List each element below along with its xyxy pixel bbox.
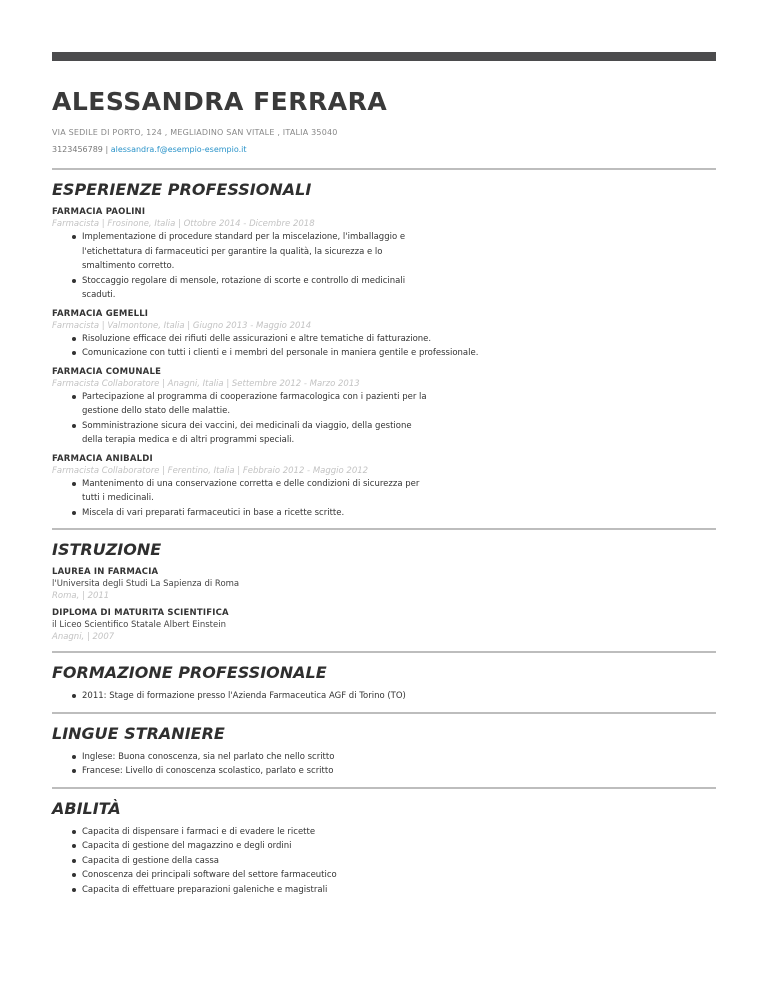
degree: LAUREA IN FARMACIA <box>52 567 159 577</box>
job-entry <box>52 366 716 448</box>
section-divider <box>52 651 716 653</box>
languages-section <box>52 723 716 779</box>
training-section <box>52 662 716 704</box>
candidate-name: ALESSANDRA FERRARA <box>52 87 388 116</box>
contact-line <box>52 144 716 155</box>
school: il Liceo Scientifico Statale Albert Einstein <box>52 620 226 630</box>
job-meta: Farmacista Collaboratore | Anagni, Italia | Settembre 2012 - Marzo 2013 <box>52 378 360 389</box>
list-item: Stoccaggio regolare di mensole, rotazione di scorte e controllo di medicinali scaduti. <box>72 274 432 303</box>
list-item: Capacita di effettuare preparazioni galeniche e magistrali <box>72 883 716 898</box>
section-divider <box>52 168 716 170</box>
languages-title: LINGUE STRANIERE <box>52 723 225 743</box>
section-divider <box>52 787 716 789</box>
job-meta: Farmacista | Valmontone, Italia | Giugno 2013 - Maggio 2014 <box>52 320 312 331</box>
section-divider <box>52 528 716 530</box>
list-item: Mantenimento di una conservazione corretta e delle condizioni di sicurezza per tutti i medicinali. <box>72 477 432 506</box>
skills-title: ABILITÀ <box>52 798 121 818</box>
education-entry <box>52 566 716 602</box>
education-meta: Roma, | 2011 <box>52 591 110 601</box>
job-employer: FARMACIA GEMELLI <box>52 308 149 319</box>
languages-bullets <box>72 750 716 779</box>
skills-bullets <box>72 825 716 898</box>
list-item: Somministrazione sicura dei vaccini, dei medicinali da viaggio, della gestione della terapia medica e di altri programmi speciali. <box>72 419 432 448</box>
resume-page <box>52 52 716 897</box>
training-bullets <box>72 689 716 704</box>
experience-title: ESPERIENZE PROFESSIONALI <box>52 180 312 199</box>
job-entry <box>52 453 716 521</box>
job-bullets <box>72 477 432 521</box>
top-bar <box>52 52 716 61</box>
contact-separator: | <box>105 145 109 154</box>
list-item: Risoluzione efficace dei rifiuti delle assicurazioni e altre tematiche di fatturazione. <box>72 332 716 347</box>
list-item: Capacita di gestione della cassa <box>72 854 716 869</box>
job-entry <box>52 206 716 303</box>
school: l'Universita degli Studi La Sapienza di Roma <box>52 579 240 589</box>
address: VIA SEDILE DI PORTO, 124 , MEGLIADINO SAN VITALE , ITALIA 35040 <box>52 128 338 137</box>
list-item: Inglese: Buona conoscenza, sia nel parlato che nello scritto <box>72 750 716 765</box>
job-employer: FARMACIA ANIBALDI <box>52 453 153 464</box>
degree: DIPLOMA DI MATURITA SCIENTIFICA <box>52 608 229 618</box>
list-item: Francese: Livello di conoscenza scolastico, parlato e scritto <box>72 764 716 779</box>
skills-section <box>52 798 716 898</box>
list-item: Comunicazione con tutti i clienti e i membri del personale in maniera gentile e professionale. <box>72 346 716 361</box>
list-item: Miscela di vari preparati farmaceutici in base a ricette scritte. <box>72 506 432 521</box>
list-item: Capacita di gestione del magazzino e degli ordini <box>72 839 716 854</box>
list-item: Implementazione di procedure standard per la miscelazione, l'imballaggio e l'etichettatura di farmaceutici per garantire la qualità, la sicurezza e lo smaltimento corretto. <box>72 230 432 274</box>
job-entry <box>52 308 716 361</box>
section-divider <box>52 712 716 714</box>
education-entry <box>52 607 716 643</box>
email-link[interactable]: alessandra.f@esempio-esempio.it <box>110 145 247 154</box>
job-bullets <box>72 332 716 361</box>
education-section <box>52 539 716 643</box>
experience-section <box>52 179 716 520</box>
list-item: Conoscenza dei principali software del settore farmaceutico <box>72 868 716 883</box>
job-meta: Farmacista | Frosinone, Italia | Ottobre 2014 - Dicembre 2018 <box>52 219 315 229</box>
phone: 3123456789 <box>52 145 103 154</box>
job-employer: FARMACIA COMUNALE <box>52 366 162 377</box>
job-bullets <box>72 230 432 303</box>
education-meta: Anagni, | 2007 <box>52 632 115 642</box>
job-employer: FARMACIA PAOLINI <box>52 207 146 217</box>
education-title: ISTRUZIONE <box>52 540 162 559</box>
list-item: Capacita di dispensare i farmaci e di evadere le ricette <box>72 825 716 840</box>
list-item: Partecipazione al programma di cooperazione farmacologica con i pazienti per la gestione dello stato delle malattie. <box>72 390 432 419</box>
list-item: 2011: Stage di formazione presso l'Azienda Farmaceutica AGF di Torino (TO) <box>72 689 716 704</box>
training-title: FORMAZIONE PROFESSIONALE <box>52 663 327 682</box>
job-meta: Farmacista Collaboratore | Ferentino, Italia | Febbraio 2012 - Maggio 2012 <box>52 465 369 476</box>
job-bullets <box>72 390 432 448</box>
